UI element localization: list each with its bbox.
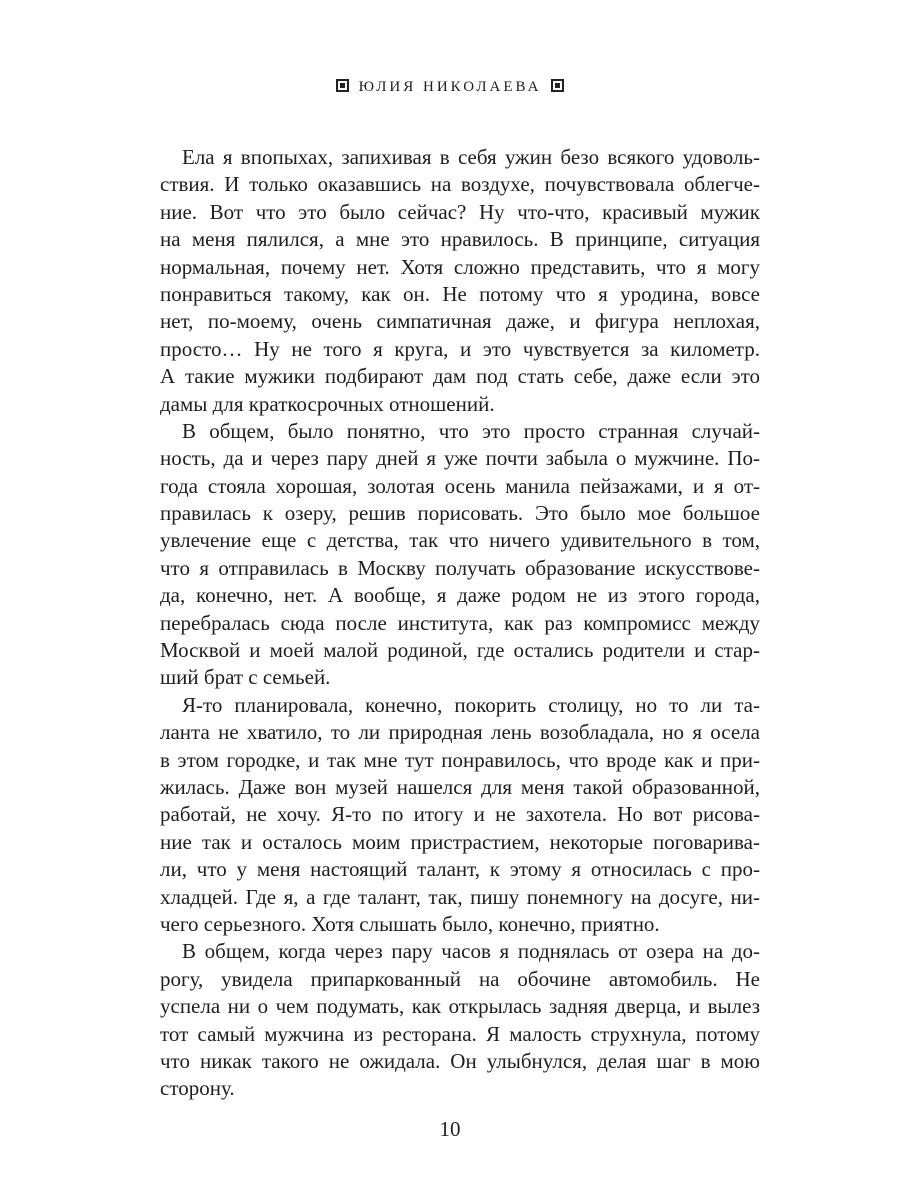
text-line: В общем, когда через пару часов я поднялась от озера на до- [182,939,760,964]
text-line: чего серьезного. Хотя слышать было, конечно, приятно. [160,911,660,936]
text-line: года стояла хорошая, золотая осень манила пейзажами, и я от- [160,473,760,498]
text-line: нормальная, почему нет. Хотя сложно представить, что я могу [160,254,760,279]
text-line: А такие мужики подбирают дам под стать себе, даже если это [160,364,760,389]
text-line: тот самый мужчина из ресторана. Я малость струхнула, потому [160,1021,760,1046]
text-line: ние. Вот что это было сейчас? Ну что-что, красивый мужик [160,199,760,224]
text-line: в этом городке, и так мне тут понравилось, что вроде как и при- [160,747,760,772]
text-line: правилась к озеру, решив порисовать. Это было мое большое [160,501,760,526]
paragraph [160,938,760,1102]
text-line: Ела я впопыхах, запихивая в себя ужин безо всякого удоволь- [182,145,760,169]
text-line: перебралась сюда после института, как раз компромисс между [160,610,760,635]
paragraph [160,144,760,418]
text-line: на меня пялился, а мне это нравилось. В принципе, ситуация [160,227,760,252]
text-line: ланта не хватило, то ли природная лень возобладала, но я осела [160,720,760,745]
text-line: ший брат с семьей. [160,665,331,690]
square-ornament-icon [336,79,349,92]
text-line: В общем, было понятно, что это просто странная случай- [182,418,760,443]
square-ornament-icon [551,79,564,92]
paragraph [160,418,760,692]
text-line: ли, что у меня настоящий талант, к этому я относилась с про- [160,857,760,882]
text-line: Я-то планировала, конечно, покорить столицу, но то ли та- [182,692,760,717]
text-line: сторону. [160,1076,235,1101]
text-line: что никак такого не ожидала. Он улыбнулся, делая шаг в мою [160,1048,760,1073]
page-number: 10 [439,1117,461,1141]
body-text [160,144,760,1103]
text-line: Москвой и моей малой родиной, где остались родители и стар- [160,638,760,663]
text-line: да, конечно, нет. А вообще, я даже родом не из этого города, [160,583,760,608]
paragraph [160,692,760,939]
text-line: понравиться такому, как он. Не потому что я уродина, вовсе [160,281,760,306]
text-line: ствия. И только оказавшись на воздухе, почувствовала облегче- [160,172,760,197]
text-line: ность, да и через пару дней я уже почти забыла о мужчине. По- [160,446,760,471]
text-line: рогу, увидела припаркованный на обочине автомобиль. Не [160,966,760,991]
text-line: нет, по-моему, очень симпатичная даже, и фигура неплохая, [160,309,760,334]
text-line: увлечение еще с детства, так что ничего удивительного в том, [160,528,760,553]
text-line: хладцей. Где я, а где талант, так, пишу понемногу на досуге, ни- [160,884,760,909]
text-line: что я отправилась в Москву получать образование искусствове- [160,555,760,580]
text-line: ние так и осталось моим пристрастием, некоторые поговарива- [160,829,760,854]
text-line: работай, не хочу. Я-то по итогу и не захотела. Но вот рисова- [160,802,760,827]
text-line: успела ни о чем подумать, как открылась задняя дверца, и вылез [160,994,760,1019]
text-line: дамы для краткосрочных отношений. [160,391,495,416]
text-line: жилась. Даже вон музей нашелся для меня такой образованной, [160,774,760,799]
running-header [0,74,900,100]
author-name: ЮЛИЯ НИКОЛАЕВА [358,79,542,95]
text-line: просто… Ну не того я круга, и это чувствуется за километр. [160,336,760,361]
